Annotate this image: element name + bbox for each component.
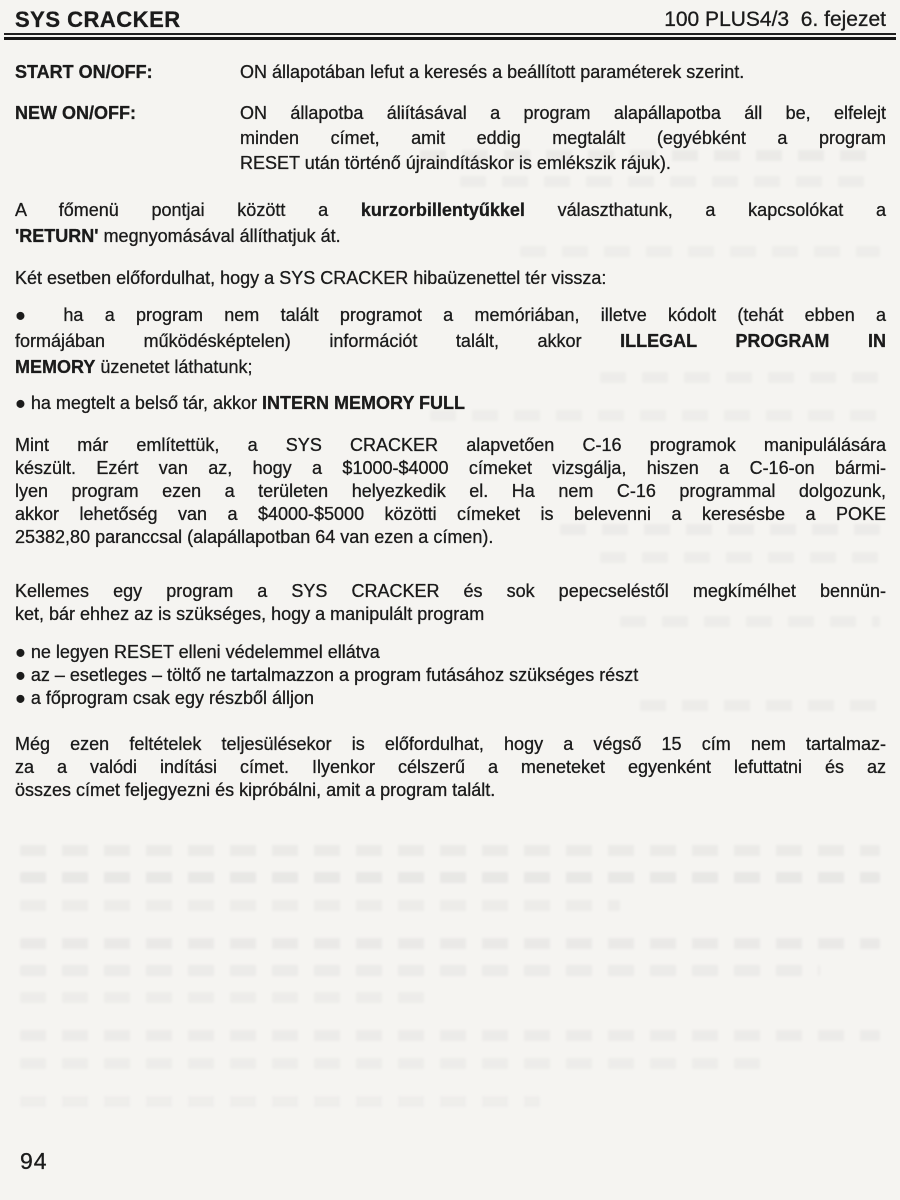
definition-new-onoff [15,101,886,176]
definition-term: NEW ON/OFF: [15,103,136,123]
page-number: 94 [20,1148,48,1174]
paragraph-c16-addresses: Mint már említettük, a SYS CRACKER alapvetően C-16 programok manipulálására készült. Ezért van az, hogy a $1000-$4000 címeket vizsgálja, hiszen a C-16-on bármi- lyen program ezen a területen helyezkedik el. Ha nem C-16 programmal dolgozunk, akkor lehetőség van a $4000-$5000 közötti címeket is belevenni a keresésbe a POKE 25382,80 paranccsal (alapállapotban 64 van ezen a címen). [15,435,886,547]
bleedthrough-line [20,965,820,976]
paragraph-two-cases: Két esetben előfordulhat, hogy a SYS CRACKER hibaüzenettel tér vissza: [15,268,607,288]
definition-start-onoff [15,60,886,85]
bleedthrough-line [20,900,620,911]
list-program-conditions: ● ne legyen RESET elleni védelemmel ellátva ● az – esetleges – töltő ne tartalmazzon a program futásához szükséges részt ● a főprogram csak egy részből álljon [15,642,639,708]
definition-term: START ON/OFF: [15,62,153,82]
bleedthrough-line [20,938,880,949]
header-rule-thin [4,33,896,35]
paragraph-main-menu: A főmenü pontjai között a kurzorbillentyűkkel választhatunk, a kapcsolókat a 'RETURN' megnyomásával állíthatjuk át. [15,200,886,246]
bleedthrough-line [20,1030,880,1041]
paragraph-kellemes: Kellemes egy program a SYS CRACKER és sok pepecseléstől megkímélhet bennün- ket, bár ehhez az is szükséges, hogy a manipulált program [15,581,886,624]
bullet-illegal-program: ● ha a program nem talált programot a memóriában, illetve kódolt (tehát ebben a formájában működésképtelen) információt talált, akkor ILLEGAL PROGRAM IN MEMORY üzenetet láthatunk; [15,305,886,377]
paragraph-final-note: Még ezen feltételek teljesülésekor is előfordulhat, hogy a végső 15 cím nem tartalmaz- za a valódi indítási címet. Ilyenkor célszerű a meneteket egyenként lefuttatni és az összes címet feljegyezni és kipróbálni, amit a program talált. [15,734,886,800]
bleedthrough-line [20,845,880,856]
bleedthrough-line [460,176,880,187]
header-chapter-title: SYS CRACKER [15,7,181,32]
bleedthrough-line [20,1058,760,1069]
bleedthrough-line [600,552,880,563]
bleedthrough-line [20,992,440,1003]
bleedthrough-line [20,1096,540,1107]
definition-text: ON állapotba áliításával a program alapállapotba áll be, elfelejt minden címet, amit eddig megtalált (egyébként a program RESET után történő újraindításkor is emlékszik rájuk). [240,103,886,173]
definition-text: ON állapotában lefut a keresés a beállított paraméterek szerint. [240,62,745,82]
header-page-reference: 100 PLUS4/3 6. fejezet [664,8,886,31]
header-rule-thick [4,37,896,40]
bleedthrough-line [20,872,880,883]
bullet-intern-memory-full: ● ha megtelt a belső tár, akkor INTERN MEMORY FULL [15,393,465,413]
